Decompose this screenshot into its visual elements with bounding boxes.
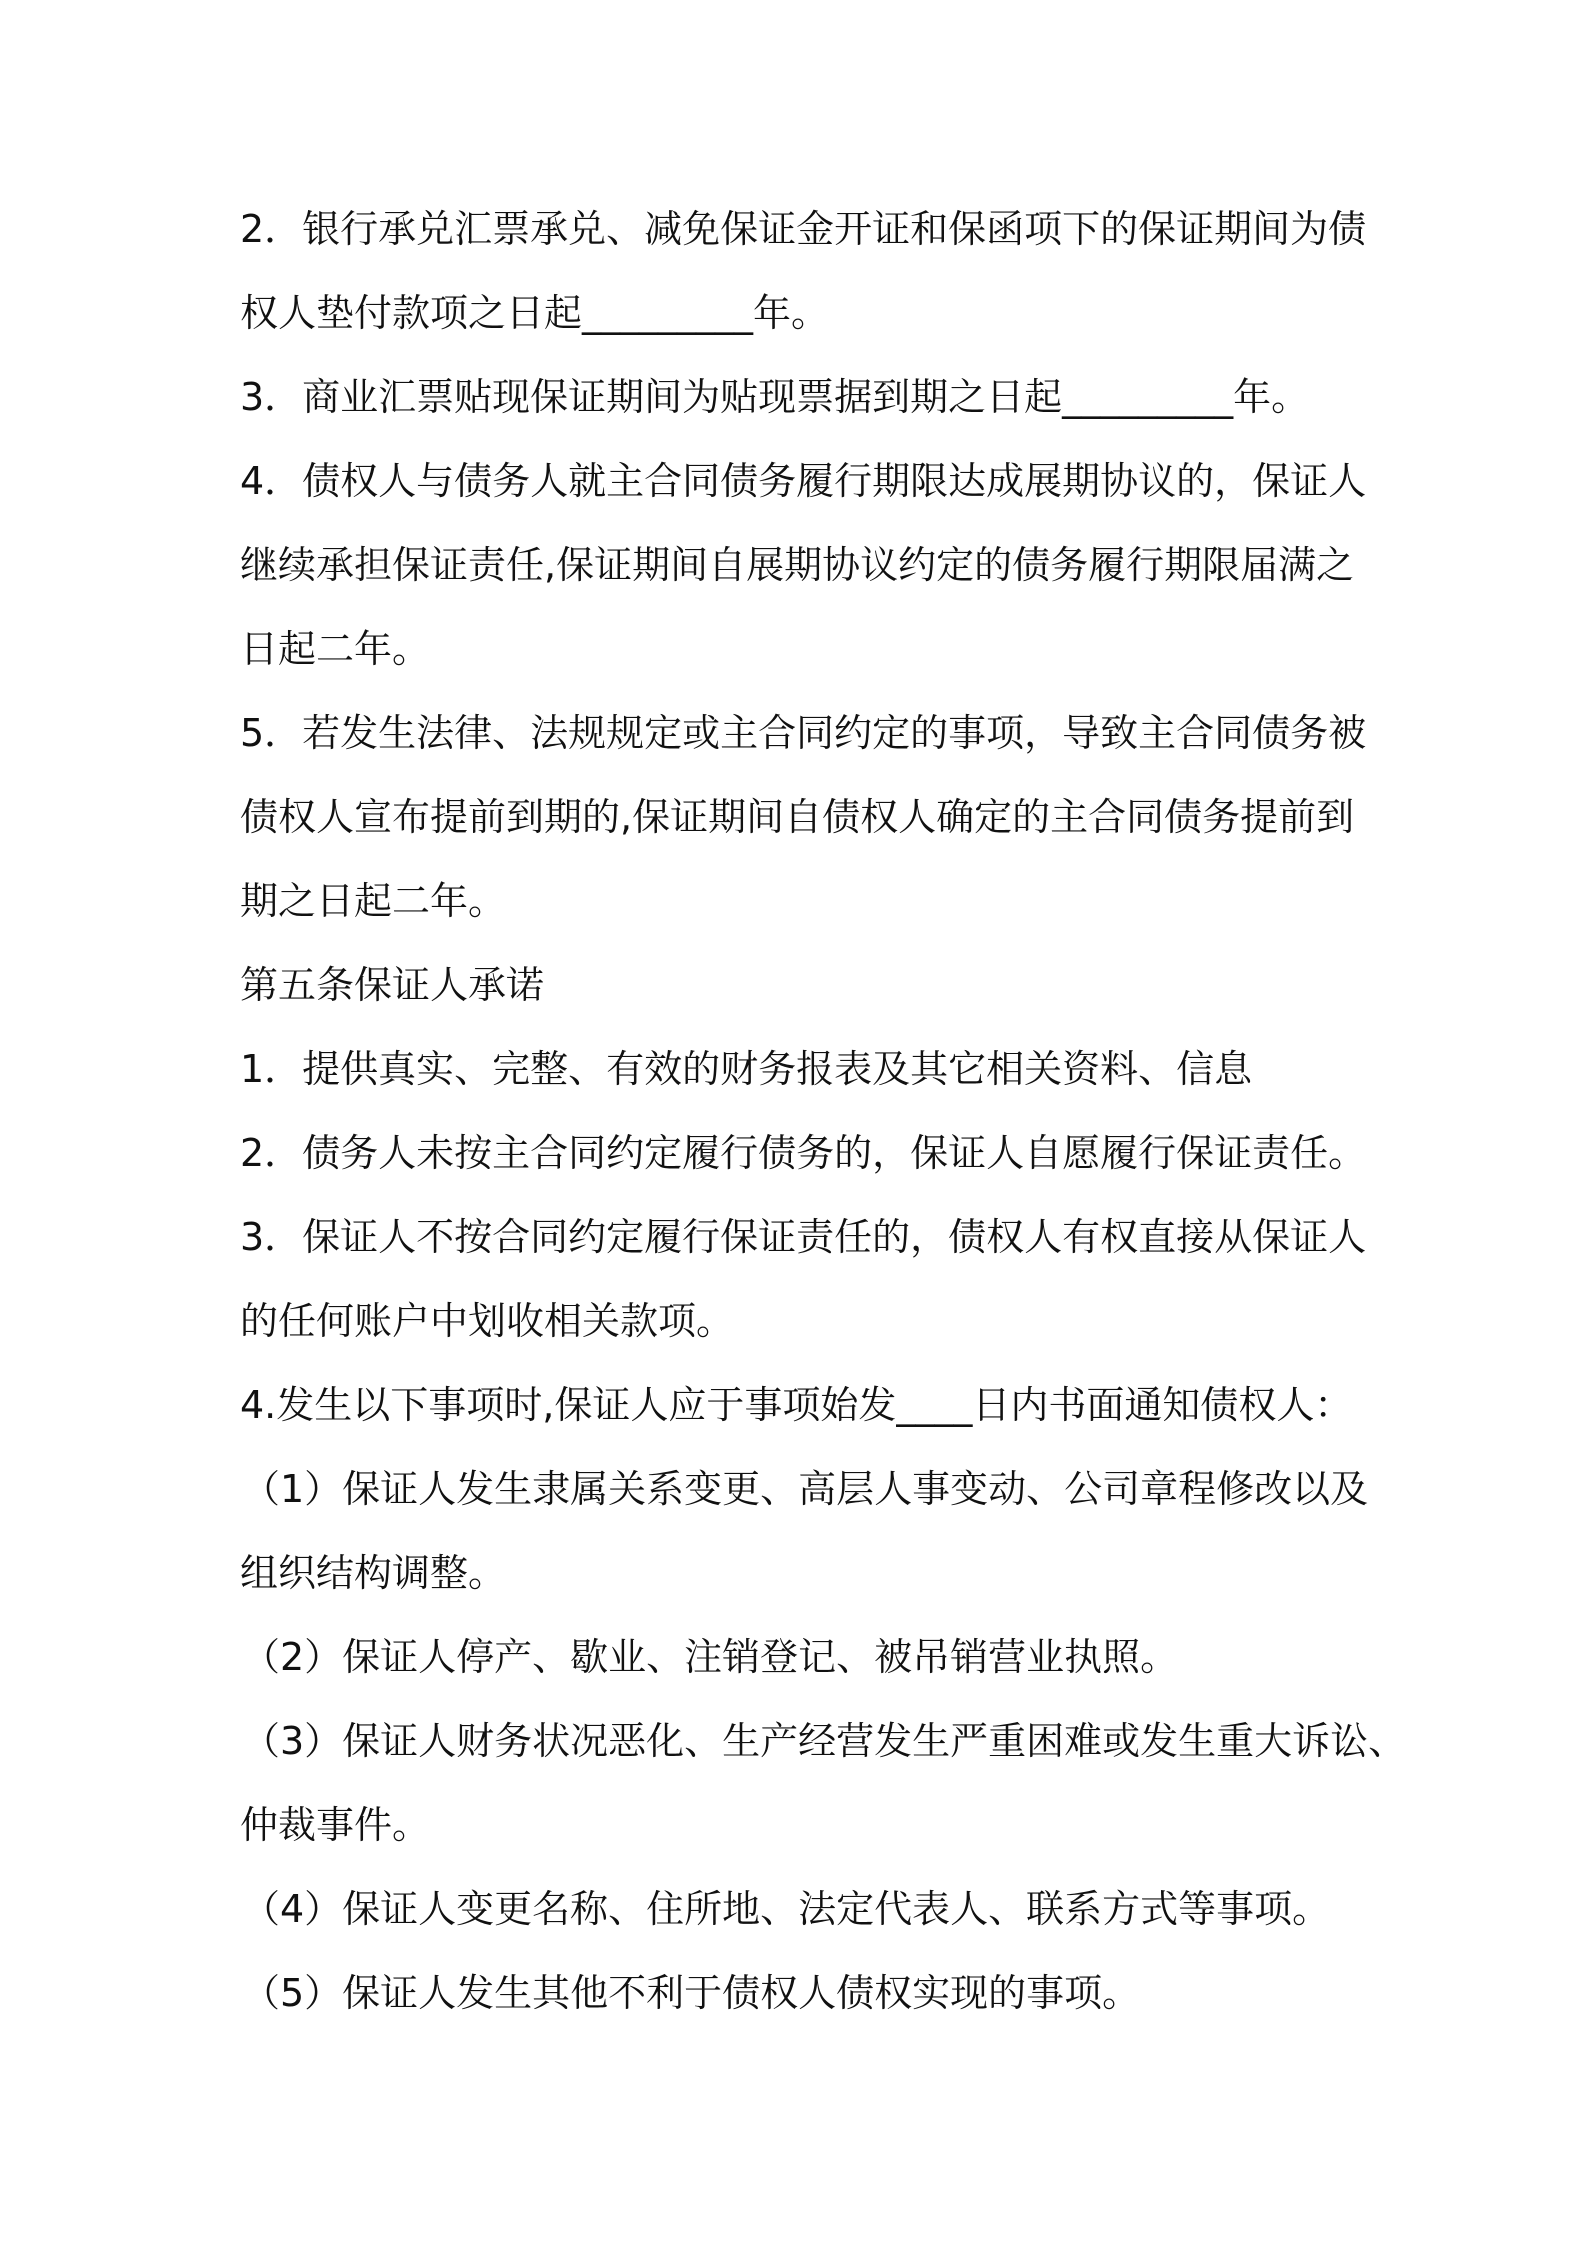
text-line: 期之日起二年。 [240,879,507,923]
text-line: 3．商业汇票贴现保证期间为贴现票据到期之日起_________年。 [240,375,1310,419]
text-line: 债权人宣布提前到期的,保证期间自债权人确定的主合同债务提前到 [240,795,1355,839]
text-line: 继续承担保证责任,保证期间自展期协议约定的债务履行期限届满之 [240,543,1355,587]
document-body [240,187,1407,2035]
text-line: 权人垫付款项之日起_________年。 [240,291,830,335]
text-line: 3．保证人不按合同约定履行保证责任的，债权人有权直接从保证人 [240,1215,1367,1259]
text-line: 5．若发生法律、法规规定或主合同约定的事项，导致主合同债务被 [240,711,1367,755]
text-line: （3）保证人财务状况恶化、生产经营发生严重困难或发生重大诉讼、 [242,1719,1407,1763]
text-line: （1）保证人发生隶属关系变更、高层人事变动、公司章程修改以及 [242,1467,1369,1511]
text-line: （2）保证人停产、歇业、注销登记、被吊销营业执照。 [242,1635,1179,1679]
text-line: 日起二年。 [240,627,431,671]
text-line: 的任何账户中划收相关款项。 [240,1299,735,1343]
text-line: 2．债务人未按主合同约定履行债务的，保证人自愿履行保证责任。 [240,1131,1367,1175]
text-line: 1．提供真实、完整、有效的财务报表及其它相关资料、信息 [240,1047,1253,1091]
text-line: 4.发生以下事项时,保证人应于事项始发____日内书面通知债权人： [240,1383,1353,1427]
text-line: 仲裁事件。 [240,1803,431,1847]
text-line: （4）保证人变更名称、住所地、法定代表人、联系方式等事项。 [242,1887,1331,1931]
section-heading: 第五条保证人承诺 [240,963,545,1007]
text-line: 组织结构调整。 [240,1551,507,1595]
text-line: （5）保证人发生其他不利于债权人债权实现的事项。 [242,1971,1141,2015]
text-line: 2．银行承兑汇票承兑、减免保证金开证和保函项下的保证期间为债 [240,207,1367,251]
text-line: 4．债权人与债务人就主合同债务履行期限达成展期协议的，保证人 [240,459,1367,503]
